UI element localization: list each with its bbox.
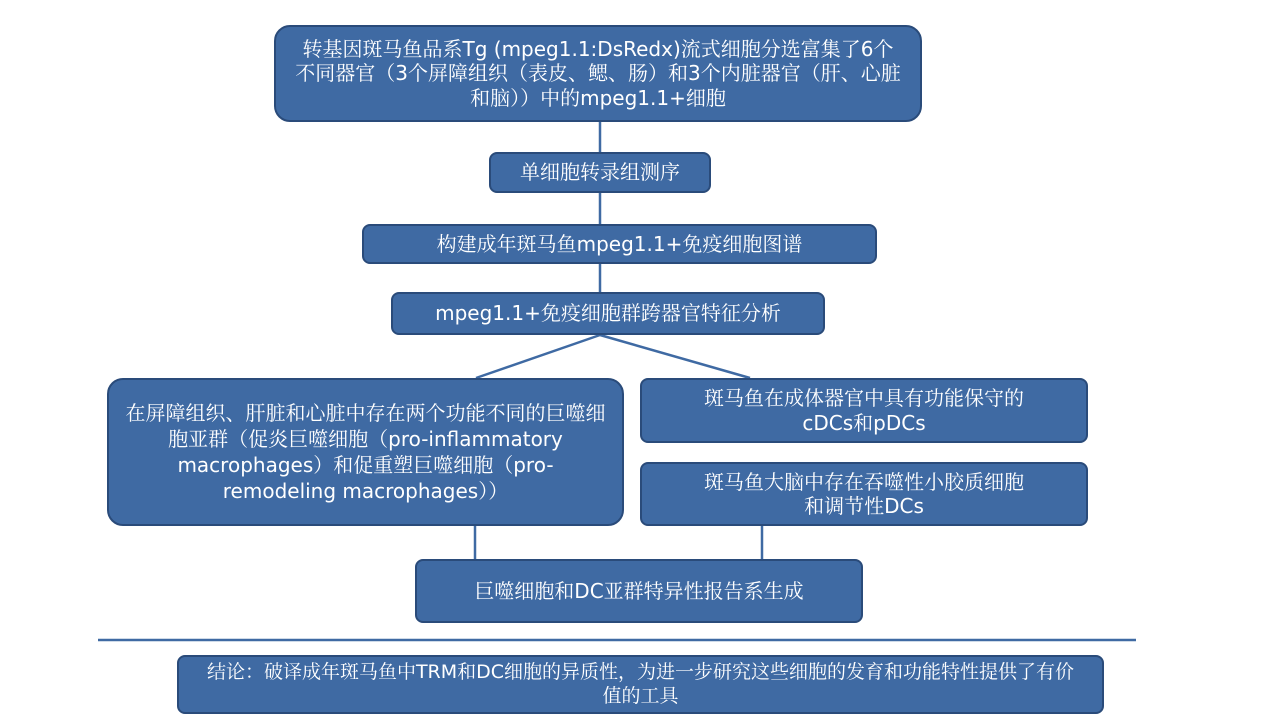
step1-box	[274, 25, 922, 122]
step2-text: 单细胞转录组测序	[520, 160, 680, 185]
finding-right-bottom-box	[640, 462, 1088, 526]
conclusion-text: 结论：破译成年斑马鱼中TRM和DC细胞的异质性，为进一步研究这些细胞的发育和功能特性提供了有价值的工具	[206, 660, 1075, 707]
finding-right-top-box	[640, 378, 1088, 443]
step3-box	[362, 224, 877, 264]
conclusion-box	[177, 655, 1104, 714]
finding-right-top-text: 斑马鱼在成体器官中具有功能保守的cDCs和pDCs	[704, 386, 1024, 435]
step5-box	[415, 559, 863, 623]
step1-text: 转基因斑马鱼品系Tg (mpeg1.1:DsRedx)流式细胞分选富集了6个不同器官（3个屏障组织（表皮、鳃、肠）和3个内脏器官（肝、心脏和脑））中的mpeg1.1+细胞	[295, 36, 901, 110]
step4-text: mpeg1.1+免疫细胞群跨器官特征分析	[435, 301, 781, 326]
connector-step4-left	[476, 335, 600, 378]
step3-text: 构建成年斑马鱼mpeg1.1+免疫细胞图谱	[436, 231, 803, 256]
finding-left-box	[107, 378, 624, 526]
finding-right-bottom-text: 斑马鱼大脑中存在吞噬性小胶质细胞和调节性DCs	[704, 469, 1024, 518]
step4-box	[391, 292, 825, 335]
connector-step4-right	[600, 335, 750, 378]
finding-left-text: 在屏障组织、肝脏和心脏中存在两个功能不同的巨噬细胞亚群（促炎巨噬细胞（pro-inflammatory macrophages）和促重塑巨噬细胞（pro-remodeling macrophages））	[125, 401, 606, 503]
step2-box	[489, 152, 711, 193]
step5-text: 巨噬细胞和DC亚群特异性报告系生成	[474, 578, 804, 603]
